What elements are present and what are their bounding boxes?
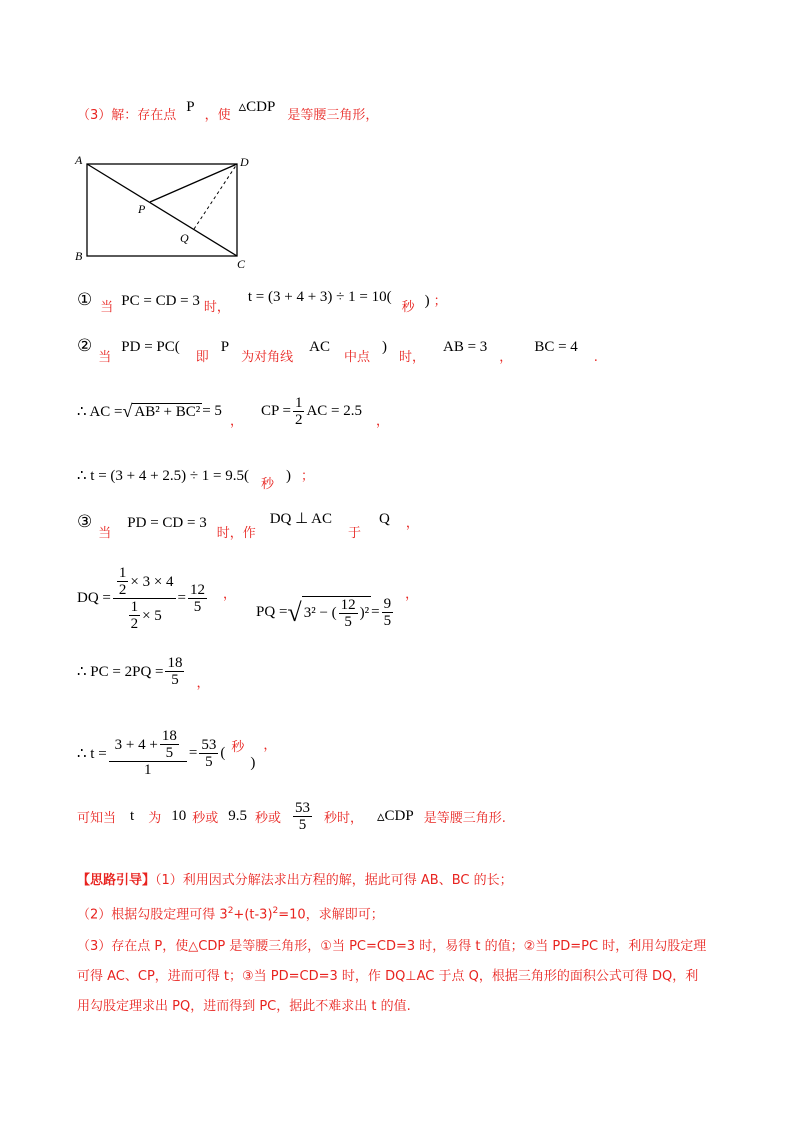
conclusion-frac-den: 5 <box>298 817 307 833</box>
pc-comma: ， <box>196 676 210 691</box>
t3-open: ( <box>220 744 226 761</box>
dq-top-half <box>117 565 129 598</box>
t3-result-den: 5 <box>205 753 213 770</box>
dq-top-half-num: 1 <box>118 565 127 581</box>
hint-tag: 【思路引导】 <box>77 873 156 888</box>
conclusion-v2: 9.5 <box>228 808 247 824</box>
sqrt-icon-pq: √ <box>287 597 302 627</box>
hint-p1: （1）利用因式分解法求出方程的解，据此可得 AB、BC 的长； <box>155 873 513 888</box>
case2-bc: BC = 4 <box>534 339 578 355</box>
case3-eq: PD = CD = 3 <box>127 515 207 531</box>
pq-sq: 3² − ( <box>303 604 337 621</box>
case2-shi: 时， <box>398 350 425 365</box>
hint-p2a: （2）根据勾股定理可得 3 <box>77 907 228 923</box>
case2-zd: 中点 <box>343 350 370 365</box>
label-p: P <box>138 202 146 216</box>
case1-semi: ； <box>433 294 447 309</box>
label-a: A <box>75 153 83 167</box>
case2-ab: AB = 3 <box>443 339 488 355</box>
t3-top-frac <box>160 728 179 761</box>
calc-cp-comma: ， <box>376 414 390 429</box>
pc-frac-den: 5 <box>171 672 179 688</box>
case3-yu: 于 <box>347 526 361 541</box>
t3-result <box>199 737 218 770</box>
pq-expression <box>287 596 395 630</box>
conclusion-frac <box>293 800 312 833</box>
case1-dang: 当 <box>100 300 114 315</box>
half-num: 1 <box>294 395 303 411</box>
part3-tail: 是等腰三角形， <box>287 108 379 123</box>
t2-line <box>77 465 315 492</box>
dq-denominator <box>125 599 164 632</box>
pq-close: )² <box>359 604 370 621</box>
t3-line <box>77 728 276 778</box>
dq-result-den: 5 <box>193 599 202 615</box>
dq-numerator <box>113 565 176 599</box>
case2-p: P <box>220 339 230 355</box>
t2-semi: ； <box>301 469 315 484</box>
t2-eq: ∴ t = (3 + 4 + 2.5) ÷ 1 = 9.5( <box>77 468 250 484</box>
t3-eq: = <box>188 744 198 761</box>
calc-ac-rhs: = 5 <box>202 403 222 419</box>
dq-eq: = <box>177 590 187 606</box>
case2-close: ) <box>381 339 387 355</box>
dq-line <box>77 565 418 632</box>
t3-numerator <box>109 728 187 762</box>
hint-p3: （3）存在点 P，使△CDP 是等腰三角形，①当 PC=CD=3 时，易得 t 的值；②当 PD=PC 时，利用勾股定理 <box>77 939 707 955</box>
conclusion-tri: CDP <box>384 808 414 824</box>
rectangle-figure <box>70 150 260 270</box>
hint-p2c: =10，求解即可； <box>278 907 384 923</box>
diagonal-ac <box>87 164 237 256</box>
case3-marker: ③ <box>77 512 93 532</box>
pq-comma: ， <box>405 587 419 602</box>
dq-top-half-den: 2 <box>118 582 127 598</box>
calc-cp-rhs: AC = 2.5 <box>306 403 362 419</box>
pc-frac <box>165 655 184 688</box>
dq-bot-half-num: 1 <box>130 599 139 615</box>
label-q: Q <box>180 231 189 245</box>
t3-comma: ， <box>263 737 277 753</box>
case2-comma: ， <box>499 350 513 365</box>
case2-wei: 为对角线 <box>241 350 294 365</box>
case3-shi: 时，作 <box>216 526 256 541</box>
hint-p2-line <box>77 894 737 932</box>
conclusion-c: 秒或 <box>192 811 219 826</box>
t3-top-frac-den: 5 <box>165 745 174 761</box>
t3-big-fraction <box>109 728 187 778</box>
part3-label: （3）解：存在点 <box>77 108 177 123</box>
sqrt-icon: √ <box>122 401 133 421</box>
dq-lhs: DQ = <box>77 590 111 606</box>
t2-close: ) <box>286 468 292 484</box>
dq-top-rest: × 3 × 4 <box>130 573 174 590</box>
pq-result-num: 9 <box>383 596 392 612</box>
dq-comma: ， <box>223 587 237 602</box>
triangle-symbol-icon: ▵ <box>238 99 247 115</box>
calc-ac-line <box>77 395 389 428</box>
pq-eq: = <box>371 604 380 620</box>
t3-denominator: 1 <box>144 762 152 778</box>
triangle-symbol-icon-2: ▵ <box>377 809 385 825</box>
case2-ji: 即 <box>195 350 209 365</box>
case3-comma: ， <box>405 516 419 531</box>
half-den: 2 <box>294 412 303 428</box>
hint-p2-sup1: 2 <box>227 906 234 916</box>
case1-t: t = (3 + 4 + 3) ÷ 1 = 10( <box>247 289 392 305</box>
hint-p1-line <box>77 868 737 894</box>
case2-ac: AC <box>309 339 330 355</box>
pq-lhs: PQ = <box>256 604 288 620</box>
conclusion-e: 秒时， <box>323 811 363 826</box>
pc-line <box>77 655 210 691</box>
case2-line <box>77 336 598 365</box>
pq-frac <box>339 597 358 630</box>
pq-result-den: 5 <box>383 613 392 629</box>
t2-sec: 秒 <box>261 477 275 492</box>
case1-eq: PC = CD = 3 <box>121 293 200 309</box>
hint-p2-sup2: 2 <box>272 906 279 916</box>
conclusion-b: 为 <box>148 811 162 826</box>
case3-q: Q <box>378 511 390 527</box>
t3-lhs: ∴ t = <box>77 745 107 762</box>
dq-result-num: 12 <box>190 582 206 598</box>
pq-frac-num: 12 <box>340 596 356 613</box>
case2-marker: ② <box>77 336 93 356</box>
pc-lhs: ∴ PC = 2PQ = <box>77 664 164 680</box>
case1-line <box>77 289 447 315</box>
point-p: P <box>186 99 195 115</box>
hint-p4: 可得 AC、CP，进而可得 t；③当 PD=CD=3 时，作 DQ⊥AC 于点 Q，根据三角形的面积公式可得 DQ，利 <box>77 969 699 985</box>
dq-bot-half <box>129 599 141 632</box>
case3-line <box>77 511 419 541</box>
t3-close: ) <box>250 754 256 771</box>
dq-result <box>188 582 207 615</box>
calc-ac-comma: ， <box>229 414 243 429</box>
pq-result <box>382 596 394 629</box>
calc-cp-lhs: CP = <box>260 403 291 419</box>
t3-top-frac-num: 18 <box>161 728 177 744</box>
calc-ac-lhs: ∴ AC = <box>77 404 123 420</box>
pc-frac-num: 18 <box>167 655 183 671</box>
case2-dot: . <box>593 350 598 365</box>
conclusion-frac-num: 53 <box>294 800 310 816</box>
case3-dq: DQ ⊥ AC <box>269 511 332 527</box>
conclusion-v1: 10 <box>171 808 187 824</box>
pq-frac-den: 5 <box>344 613 352 630</box>
label-c: C <box>237 257 246 270</box>
case2-eq: PD = PC( <box>121 339 180 355</box>
part3-comma: ，使 <box>204 108 231 123</box>
conclusion-d: 秒或 <box>254 811 281 826</box>
hint-p2b: +(t-3) <box>233 907 273 923</box>
dq-bot-rest: × 5 <box>142 607 162 624</box>
hint-section <box>77 868 737 1022</box>
hint-p5: 用勾股定理求出 PQ，进而得到 PC，据此不难求出 t 的值. <box>77 999 411 1015</box>
case1-sec: 秒 <box>401 300 415 315</box>
case3-dang: 当 <box>98 526 112 541</box>
conclusion-a: 可知当 <box>77 811 117 826</box>
conclusion-f: 是等腰三角形. <box>423 811 506 826</box>
case2-dang: 当 <box>98 350 112 365</box>
conclusion-line <box>77 800 506 833</box>
t3-top: 3 + 4 + <box>114 736 158 753</box>
t3-result-num: 53 <box>201 736 217 753</box>
dq-big-fraction <box>113 565 176 632</box>
triangle-name: CDP <box>246 99 276 115</box>
dq-bot-half-den: 2 <box>130 616 139 632</box>
conclusion-t: t <box>130 808 135 824</box>
fraction-half <box>293 395 305 428</box>
case1-shi: 时， <box>203 300 230 315</box>
label-d: D <box>240 155 249 169</box>
case1-marker: ① <box>77 290 93 310</box>
calc-ac-sqrt: AB² + BC² <box>134 403 201 420</box>
part3-line <box>77 99 379 124</box>
case1-close: ) <box>424 293 430 309</box>
pq-radicand <box>302 596 371 630</box>
label-b: B <box>75 249 83 263</box>
t3-sec: 秒 <box>231 739 245 755</box>
